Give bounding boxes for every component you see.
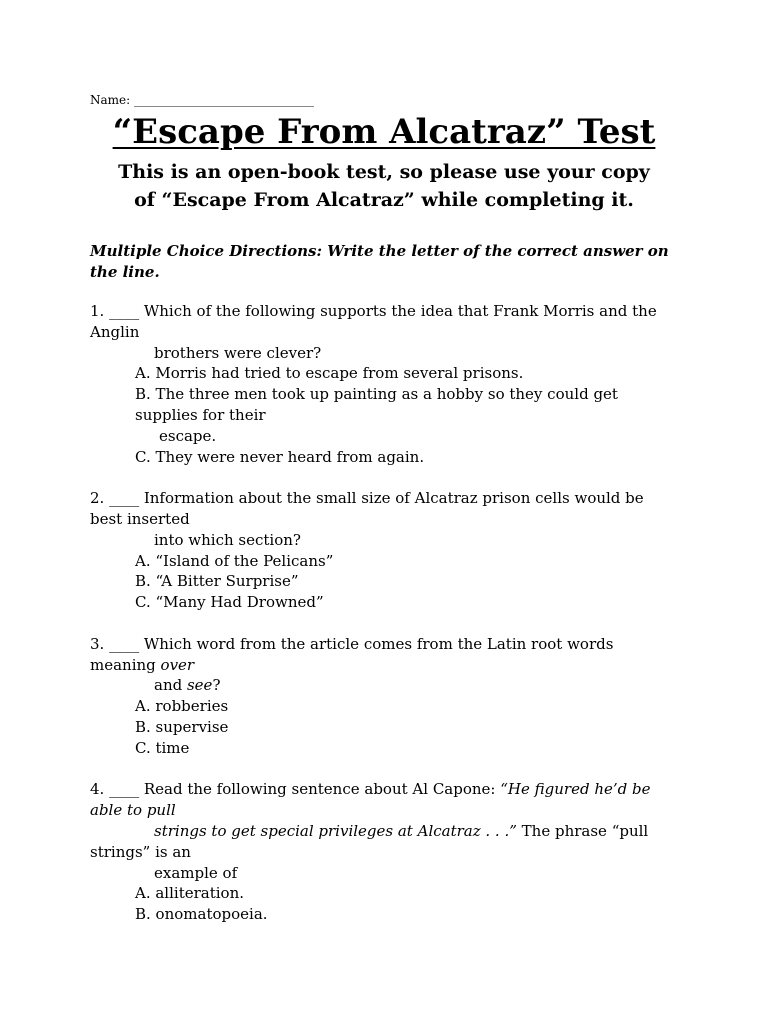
directions-line-2: the line. (90, 263, 160, 281)
question-4-cont-post: The phrase “pull strings” is an (90, 821, 649, 861)
question-3 (90, 634, 680, 759)
subtitle-line-2: of “Escape From Alcatraz” while completing it. (134, 189, 634, 211)
question-3-text-main: 3. ____ Which word from the article comes from the Latin root words meaning (90, 634, 614, 674)
question-4-text-cont-2: example of (154, 863, 238, 882)
question-3-option-a: A. robberies (135, 697, 229, 716)
question-1-option-c: C. They were never heard from again. (135, 447, 425, 466)
question-2-option-b: B. “A Bitter Surprise” (135, 572, 299, 591)
question-3-option-c: C. time (135, 738, 190, 757)
question-4-option-a: A. alliteration. (135, 884, 245, 903)
question-1-text: 1. ____ Which of the following supports the idea that Frank Morris and the Anglin (90, 302, 657, 341)
question-4 (90, 779, 680, 925)
multiple-choice-directions (90, 241, 680, 283)
question-3-word-see: see (186, 676, 213, 695)
question-4-quote-start: “He figured he’d be able to pull (90, 780, 651, 820)
question-list (90, 301, 680, 946)
page-title: “Escape From Alcatraz” Test (112, 112, 656, 152)
name-field-label: Name: ______________________________ (90, 93, 314, 107)
question-3-cont-pre: and (154, 676, 187, 695)
question-4-text (90, 779, 680, 821)
question-4-option-b: B. onomatopoeia. (135, 905, 268, 924)
question-2-text-cont: into which section? (154, 530, 301, 549)
question-4-text-main: 4. ____ Read the following sentence about Al Capone: (90, 780, 501, 799)
question-3-text-cont (90, 675, 680, 696)
question-2-text: 2. ____ Information about the small size of Alcatraz prison cells would be best inserted (90, 489, 644, 528)
question-1-text-cont: brothers were clever? (154, 343, 322, 362)
question-2 (90, 488, 680, 613)
directions-line-1: Multiple Choice Directions: Write the letter of the correct answer on (90, 242, 669, 260)
question-4-quote-end: strings to get special privileges at Alcatraz . . .” (154, 821, 517, 840)
question-2-option-a: A. “Island of the Pelicans” (135, 551, 334, 570)
question-4-text-cont (90, 821, 680, 863)
question-1-option-b-cont: escape. (159, 426, 217, 445)
question-3-cont-post: ? (212, 676, 221, 695)
question-3-text (90, 634, 680, 676)
subtitle (90, 158, 678, 214)
subtitle-line-1: This is an open-book test, so please use your copy (118, 161, 650, 183)
question-3-option-b: B. supervise (135, 717, 229, 736)
question-1 (90, 301, 680, 467)
question-3-word-over: over (160, 655, 195, 674)
question-2-option-c: C. “Many Had Drowned” (135, 593, 324, 612)
question-1-option-a: A. Morris had tried to escape from several prisons. (135, 364, 524, 383)
question-1-option-b: B. The three men took up painting as a hobby so they could get supplies for their (135, 385, 618, 424)
